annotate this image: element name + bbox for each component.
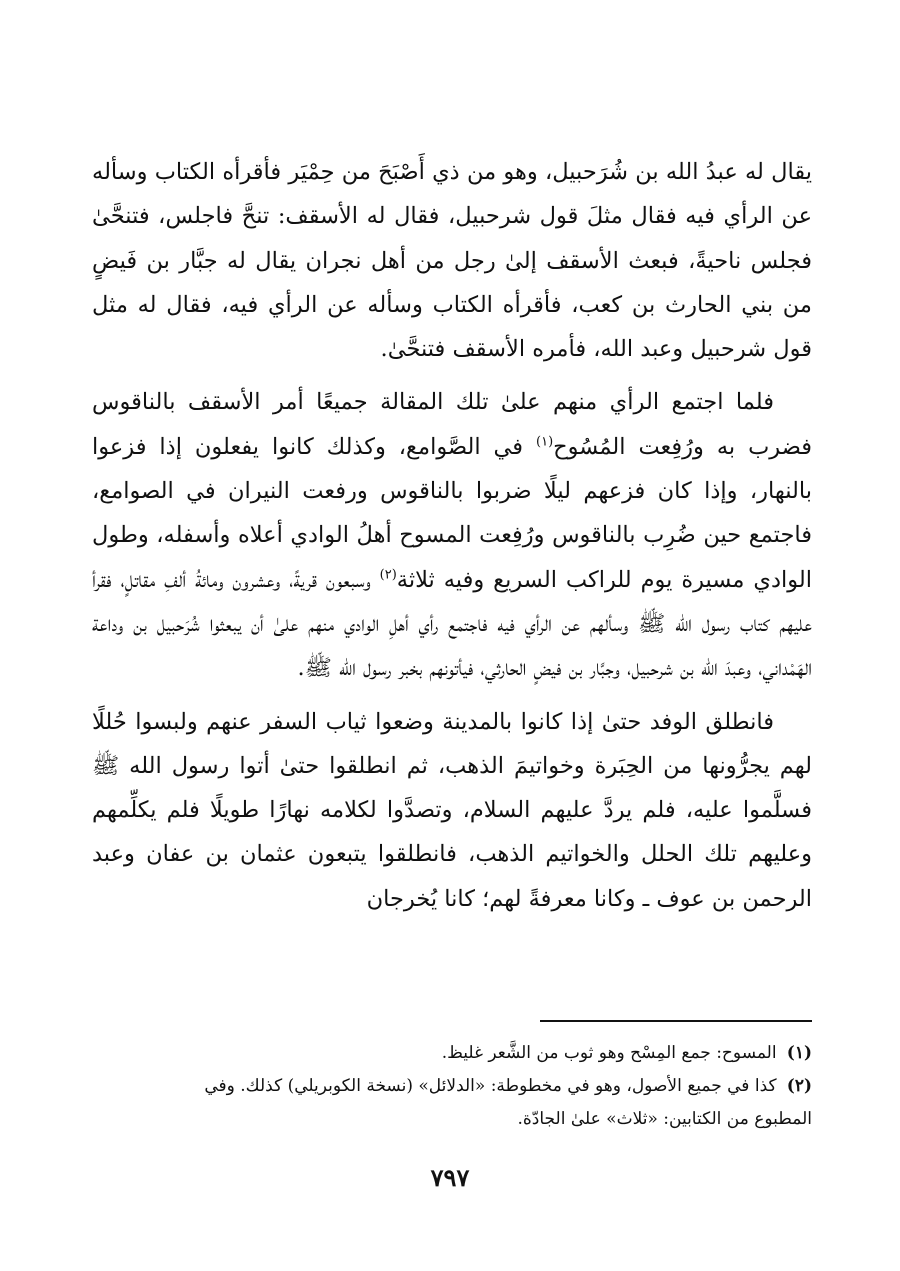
paragraph-2-part-3: وسبعون قريةً، وعشرون ومائةُ ألفِ مقاتلٍ، فقرأ عليهم كتاب رسول الله ﷺ وسألهم عن الرأي فيه فاجتمع رأي أهلِ الوادي منهم علىٰ أن يبعثوا شُرَحبيل بن وداعة الهَمْداني، وعبدَ الله بن شرحبيل، وجبَّار بن فيضٍ الحارثي، فيأتونهم بخبر رسول الله ﷺ.: [92, 566, 812, 682]
paragraph-1: يقال له عبدُ الله بن شُرَحبيل، وهو من ذي أَصْبَحَ من حِمْيَر فأقرأه الكتاب وسأله عن الرأي فيه فقال مثلَ قول شرحبيل، فقال له الأسقف: تنحَّ فاجلس، فتنحَّىٰ فجلس ناحيةً، فبعث الأسقف إلىٰ رجل من أهل نجران يقال له جبَّار بن فَيضٍ من بني الحارث بن كعب، فأقرأه الكتاب وسأله عن الرأي فيه، فقال له مثل قول شرحبيل وعبد الله، فأمره الأسقف فتنحَّىٰ.: [92, 159, 812, 363]
footnote-2-number: (٢): [786, 1076, 812, 1096]
main-text: [92, 150, 812, 921]
footnote-1-number: (١): [786, 1043, 812, 1063]
footnotes: [92, 1037, 812, 1136]
footnote-divider: [540, 1020, 812, 1022]
paragraph-2: [92, 380, 812, 690]
paragraph-2-part-1: فلما اجتمع الرأي منهم علىٰ تلك المقالة جميعًا أمر الأسقف بالناقوس فضرب به ورُفِعت المُسُوح: [92, 389, 812, 460]
footnote-2: [92, 1070, 812, 1136]
page-number: ٧٩٧: [430, 1163, 470, 1192]
footnote-ref-1[interactable]: (١): [536, 434, 554, 450]
footnote-1-text: المسوح: جمع المِسْح وهو ثوب من الشَّعر غليظ.: [441, 1043, 777, 1063]
footnote-2-continuation: المطبوع من الكتابين: «ثلاث» علىٰ الجادّة.: [517, 1109, 812, 1129]
footnote-1: [92, 1037, 812, 1070]
paragraph-3: فانطلق الوفد حتىٰ إذا كانوا بالمدينة وضعوا ثياب السفر عنهم ولبسوا حُللًا لهم يجرُّونها من الحِبَرة وخواتيمَ الذهب، ثم انطلقوا حتىٰ أتوا رسول الله ﷺ فسلَّموا عليه، فلم يردَّ عليهم السلام، وتصدَّوا لكلامه نهارًا طويلًا فلم يكلِّمهم وعليهم تلك الحلل والخواتيم الذهب، فانطلقوا يتبعون عثمان بن عفان وعبد الرحمن بن عوف ـ وكانا معرفةً لهم؛ كانا يُخرجان: [92, 708, 812, 912]
paragraph-2-part-2: في الصَّوامع، وكذلك كانوا يفعلون إذا فزعوا بالنهار، وإذا كان فزعهم ليلًا ضربوا بالناقوس ورفعت النيران في الصوامع، فاجتمع حين ضُرِب بالناقوس ورُفِعت المسوح أهلُ الوادي أعلاه وأسفله، وطول الوادي مسيرة يوم للراكب السريع وفيه ثلاثة: [92, 433, 812, 593]
footnote-2-text: كذا في جميع الأصول، وهو في مخطوطة: «الدلائل» (نسخة الكوبريلي) كذلك. وفي: [204, 1076, 777, 1096]
footnote-ref-2[interactable]: (٢): [379, 567, 397, 583]
